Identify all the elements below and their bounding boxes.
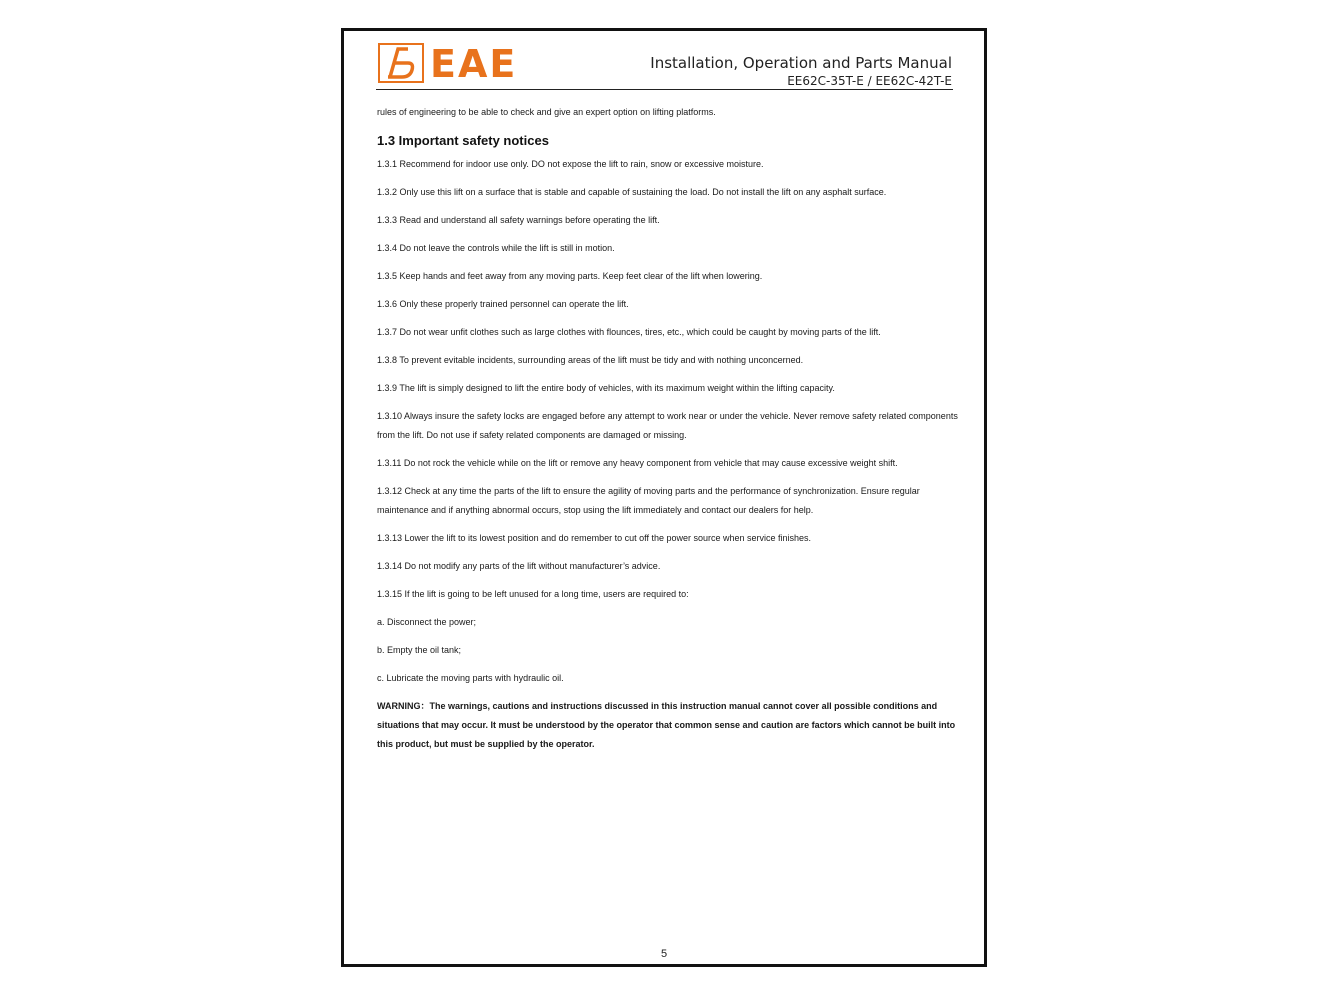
safety-item-1.3.9: 1.3.9 The lift is simply designed to lift the entire body of vehicles, with its maximum weight within the lifting capacity. <box>377 383 835 393</box>
model-numbers: EE62C-35T-E / EE62C-42T-E <box>787 74 952 88</box>
safety-item-1.3.11: 1.3.11 Do not rock the vehicle while on the lift or remove any heavy component from vehicle that may cause excessive weight shift. <box>377 458 898 468</box>
eae-logo <box>378 43 558 85</box>
safety-item-1.3.14: 1.3.14 Do not modify any parts of the lift without manufacturer’s advice. <box>377 561 661 571</box>
intro-paragraph: rules of engineering to be able to check and give an expert option on lifting platforms. <box>377 107 716 117</box>
safety-item-1.3.12: 1.3.12 Check at any time the parts of the lift to ensure the agility of moving parts and the performance of synchronization. Ensure regular maintenance and if anything abnormal occurs, stop using the lift immediately and contact our dealers for help. <box>377 486 920 515</box>
list-item-a: a. Disconnect the power; <box>377 617 477 627</box>
safety-item-1.3.5: 1.3.5 Keep hands and feet away from any moving parts. Keep feet clear of the lift when lowering. <box>377 271 763 281</box>
document-body <box>377 103 959 763</box>
list-item-b: b. Empty the oil tank; <box>377 645 462 655</box>
section-heading: 1.3 Important safety notices <box>377 133 549 148</box>
warning-paragraph: WARNING：The warnings, cautions and instructions discussed in this instruction manual cannot cover all possible conditions and situations that may occur. It must be understood by the operator that common sense and caution are factors which cannot be built into this product, but must be supplied by the operator. <box>377 701 956 749</box>
safety-item-1.3.1: 1.3.1 Recommend for indoor use only. DO not expose the lift to rain, snow or excessive moisture. <box>377 159 764 169</box>
safety-item-1.3.2: 1.3.2 Only use this lift on a surface that is stable and capable of sustaining the load. Do not install the lift on any asphalt surface. <box>377 187 887 197</box>
safety-item-1.3.15: 1.3.15 If the lift is going to be left unused for a long time, users are required to: <box>377 589 689 599</box>
safety-item-1.3.3: 1.3.3 Read and understand all safety warnings before operating the lift. <box>377 215 660 225</box>
safety-item-1.3.7: 1.3.7 Do not wear unfit clothes such as large clothes with flounces, tires, etc., which could be caught by moving parts of the lift. <box>377 327 881 337</box>
document-page <box>341 28 987 967</box>
safety-item-1.3.4: 1.3.4 Do not leave the controls while the lift is still in motion. <box>377 243 615 253</box>
safety-item-1.3.10: 1.3.10 Always insure the safety locks are engaged before any attempt to work near or under the vehicle. Never remove safety related components from the lift. Do not use if safety related components are damaged or missing. <box>377 411 958 440</box>
list-item-c: c. Lubricate the moving parts with hydraulic oil. <box>377 673 564 683</box>
safety-item-1.3.13: 1.3.13 Lower the lift to its lowest position and do remember to cut off the power source when service finishes. <box>377 533 812 543</box>
safety-item-1.3.8: 1.3.8 To prevent evitable incidents, surrounding areas of the lift must be tidy and with nothing unconcerned. <box>377 355 804 365</box>
manual-title: Installation, Operation and Parts Manual <box>650 54 952 72</box>
logo-text: EAE <box>430 42 518 86</box>
page-number: 5 <box>660 948 668 960</box>
eae-logo-icon <box>378 43 424 83</box>
header-divider <box>376 89 953 90</box>
safety-item-1.3.6: 1.3.6 Only these properly trained personnel can operate the lift. <box>377 299 629 309</box>
